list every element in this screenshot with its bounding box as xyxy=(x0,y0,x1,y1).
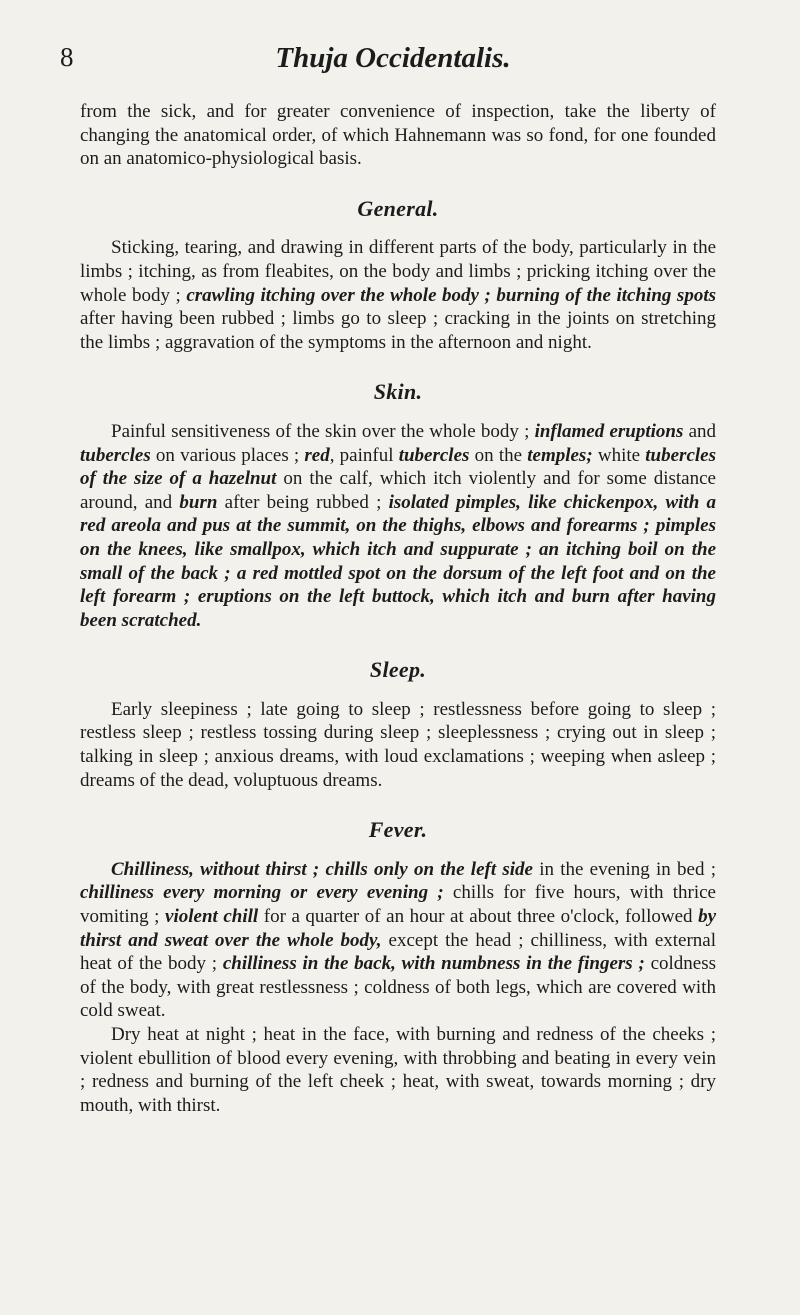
running-head xyxy=(60,42,726,82)
body-text xyxy=(80,100,716,1117)
page-number: 8 xyxy=(60,42,74,72)
running-title: Thuja Occidentalis. xyxy=(275,42,511,74)
heading-sleep: Sleep. xyxy=(369,657,427,683)
skin-paragraph: Painful sensitiveness of the skin over the whole body ; inflamed eruptions and tubercles on various places ; red, painful tubercles on the temples; white tubercles of the size of a hazelnut on the calf, which itch violently and for some distance around, and burn after being rubbed ; isolated pimples, like chickenpox, with a red areola and pus at the summit, on the thighs, elbows and forearms ; pimples on the knees, like smallpox, which itch and suppurate ; an itching boil on the small of the back ; a red mottled spot on the dorsum of the left foot and on the left forearm ; eruptions on the left buttock, which itch and burn after having been scratched. xyxy=(80,420,717,631)
intro-paragraph: from the sick, and for greater convenience of inspection, take the liberty of changing the anatomical order, of which Hahnemann was so fond, for one founded on an anatomico-physiological basis. xyxy=(80,101,716,170)
sleep-paragraph: Early sleepiness ; late going to sleep ; restlessness before going to sleep ; restless sleep ; restless tossing during sleep ; sleeplessness ; crying out in sleep ; talking in sleep ; anxious dreams, with loud exclamations ; weeping when asleep ; dreams of the dead, voluptuous dreams. xyxy=(80,698,716,791)
heading-skin: Skin. xyxy=(373,379,423,405)
fever-paragraph-1: Chilliness, without thirst ; chills only on the left side in the evening in bed ; chilliness every morning or every evening ; chills for five hours, with thrice vomiting ; violent chill for a quarter of an hour at about three o'clock, followed by thirst and sweat over the whole body, except the head ; chilliness, with external heat of the body ; chilliness in the back, with numbness in the fingers ; coldness of the body, with great restlessness ; coldness of both legs, which are covered with cold sweat. xyxy=(80,858,717,1022)
general-paragraph: Sticking, tearing, and drawing in different parts of the body, particularly in the limbs ; itching, as from fleabites, on the body and limbs ; pricking itching over the whole body ; crawling itching over the whole body ; burning of the itching spots after having been rubbed ; limbs go to sleep ; cracking in the joints on stretching the limbs ; aggravation of the symptoms in the afternoon and night. xyxy=(80,237,717,353)
fever-paragraph-2: Dry heat at night ; heat in the face, with burning and redness of the cheeks ; violent ebullition of blood every evening, with throbbing and beating in every vein ; redness and burning of the left cheek ; heat, with sweat, towards morning ; dry mouth, with thirst. xyxy=(80,1024,716,1116)
heading-fever: Fever. xyxy=(368,817,428,843)
heading-general: General. xyxy=(357,195,439,221)
